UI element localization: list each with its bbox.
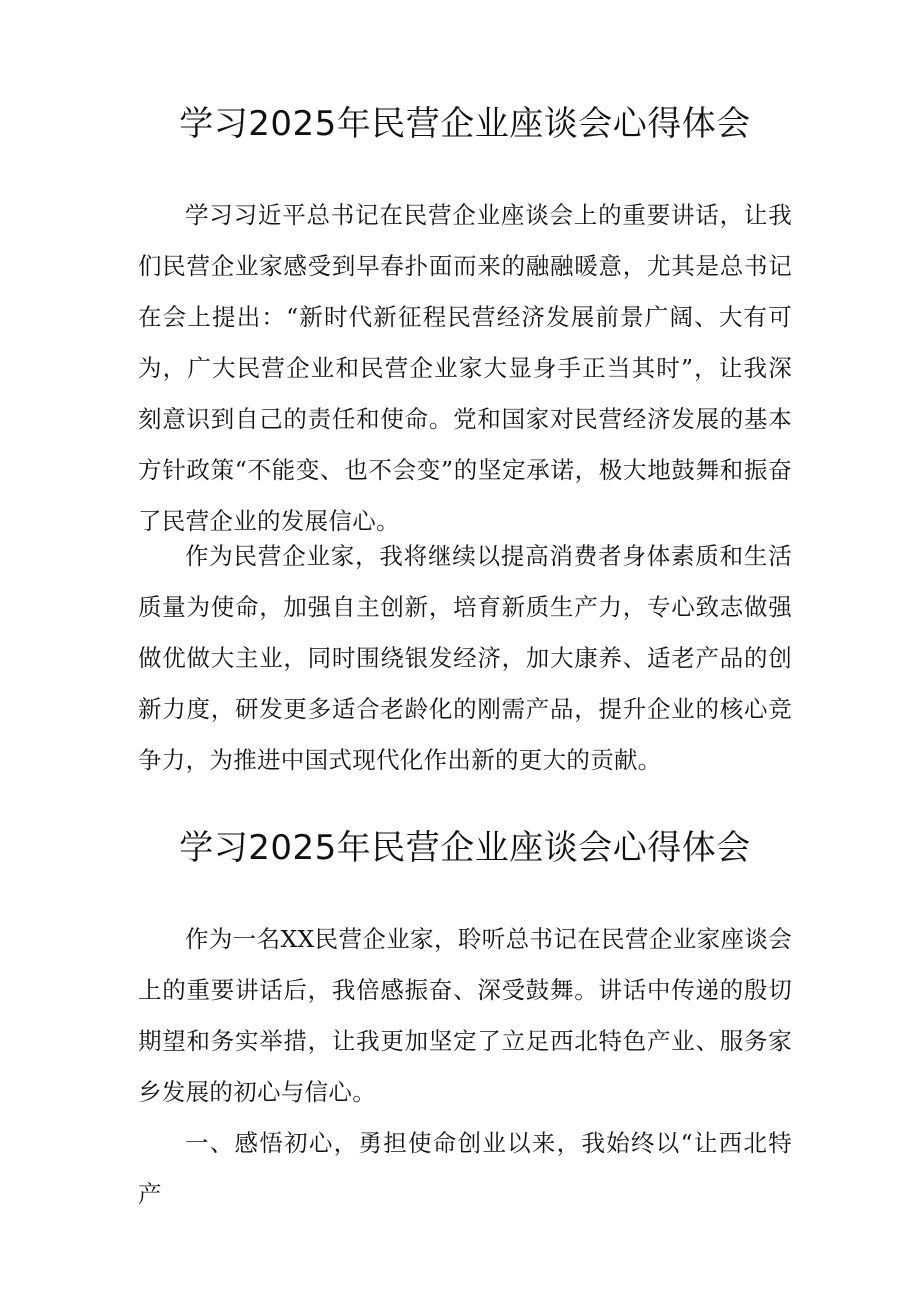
paragraph-4: 一、感悟初心，勇担使命创业以来，我始终以“让西北特产 [138, 1129, 792, 1208]
paragraph-2: 作为民营企业家，我将继续以提高消费者身体素质和生活质量为使命，加强自主创新，培育新质生产力，专心致志做强做优做大主业，同时围绕银发经济，加大康养、适老产品的创新力度，研发更多适合老龄化的刚需产品，提升企业的核心竞争力，为推进中国式现代化作出新的更大的贡献。 [138, 542, 792, 774]
paragraph-1: 学习习近平总书记在民营企业座谈会上的重要讲话，让我们民营企业家感受到早春扑面而来的融融暖意，尤其是总书记在会上提出：“新时代新征程民营经济发展前景广阔、大有可为，广大民营企业和民营企业家大显身手正当其时”，让我深刻意识到自己的责任和使命。党和国家对民营经济发展的基本方针政策“不能变、也不会变”的坚定承诺，极大地鼓舞和振奋了民营企业的发展信心。 [138, 201, 792, 535]
section-title-1: 学习2025年民营企业座谈会心得体会 [179, 104, 751, 144]
paragraph-3: 作为一名XX民营企业家，聆听总书记在民营企业家座谈会上的重要讲话后，我倍感振奋、深受鼓舞。讲话中传递的殷切期望和务实举措，让我更加坚定了立足西北特色产业、服务家乡发展的初心与信心。 [138, 925, 792, 1106]
section-title-2: 学习2025年民营企业座谈会心得体会 [179, 828, 751, 868]
